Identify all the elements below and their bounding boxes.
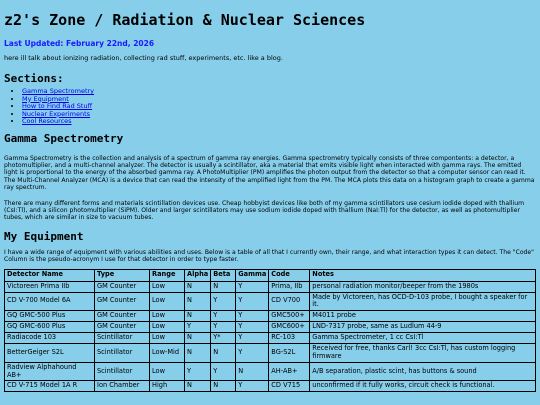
cell-code: Prima, IIb	[269, 281, 310, 292]
col-gamma: Gamma	[236, 269, 269, 281]
cell-notes: Received for free, thanks Carl! 3cc CsI:Tl, has custom logging firmware	[310, 344, 536, 363]
cell-alpha: N	[185, 281, 211, 292]
cell-notes: A/B separation, plastic scint, has buttons & sound	[310, 362, 536, 381]
col-range: Range	[150, 269, 185, 281]
cell-name: Radiacode 103	[5, 333, 95, 344]
col-detector-name: Detector Name	[5, 269, 95, 281]
cell-range: Low	[150, 281, 185, 292]
cell-name: Radview Alphahound AB+	[5, 362, 95, 381]
section-link-gamma[interactable]: Gamma Spectrometry	[22, 87, 95, 95]
table-row	[5, 362, 536, 381]
cell-notes: Made by Victoreen, has OCD-D-103 probe, I bought a speaker for it.	[310, 292, 536, 311]
cell-range: High	[150, 381, 185, 392]
cell-code: GMC500+	[269, 311, 310, 322]
cell-gamma: Y	[236, 292, 269, 311]
cell-gamma: Y	[236, 311, 269, 322]
section-link-experiments[interactable]: Nuclear Experiments	[22, 109, 91, 118]
section-link-find[interactable]: How to Find Rad Stuff	[22, 102, 93, 110]
cell-type: Ion Chamber	[95, 381, 150, 392]
cell-range: Low	[150, 292, 185, 311]
equipment-paragraph: I have a wide range of equipment with various abilities and uses. Below is a table of all that I currently own, their range, and what interaction types it can detect. The "Code" Column is the pseudo-acronym I use for that detector in order to type faster.	[4, 248, 534, 264]
table-row	[5, 311, 536, 322]
cell-alpha: N	[185, 311, 211, 322]
cell-notes: personal radiation monitor/beeper from the 1980s	[310, 281, 536, 292]
table-row	[5, 292, 536, 311]
cell-type: Scintillator	[95, 333, 150, 344]
gamma-paragraph-1: Gamma Spectrometry is the collection and analysis of a spectrum of gamma ray energies. Gamma spectrometry typically consists of three compontents: a detector, a photomultiplier, and a multi-channel analyzer. The detector is usually a scintillator, aka a material that emits visible light when interacted with gamma rays. The emitted light is proportional to the energy of the absorbed gamma ray. A PhotoMultiplier (PM) amplifies the photon output from the detector so that a computer sensor can read it. The Multi-Channel Analyzer (MCA) is a device that can read the intensity of the amplified light from the PM. The MCA plots this data on a histogram graph to create a gamma ray spectrum.	[4, 154, 535, 192]
cell-beta: N	[211, 381, 236, 392]
gamma-paragraph-2: There are many different forms and materials scintillation devices use. Cheap hobbyist devices like both of my gamma scintillators use cesium iodide doped with thallium (CsI:Tl), and a silicon photomultiplier (SiPM). Older and larger scintillators may use sodium iodide doped with thallium (NaI:Tl) for the detector, as well as photomultiplier tubes, which are similar in size to vacuum tubes.	[4, 199, 525, 222]
section-item	[22, 88, 536, 96]
cell-notes: Gamma Spectrometer, 1 cc CsI:Tl	[310, 333, 536, 344]
cell-name: GQ GMC-600 Plus	[5, 322, 95, 333]
cell-code: RC-103	[269, 333, 310, 344]
sections-heading: Sections:	[4, 72, 64, 85]
cell-gamma: Y	[236, 381, 269, 392]
cell-gamma: Y	[236, 344, 269, 363]
gamma-heading: Gamma Spectrometry	[4, 131, 124, 145]
cell-beta: Y	[211, 362, 236, 381]
page-title: z2's Zone / Radiation & Nuclear Sciences	[4, 11, 366, 29]
cell-name: BetterGeiger S2L	[5, 344, 95, 363]
cell-alpha: Y	[185, 322, 211, 333]
cell-beta: Y*	[211, 333, 236, 344]
cell-beta: N	[211, 344, 236, 363]
cell-type: Scintillator	[95, 344, 150, 363]
cell-notes: M4011 probe	[310, 311, 536, 322]
table-row	[5, 381, 536, 392]
cell-gamma: Y	[236, 322, 269, 333]
cell-gamma: Y	[236, 281, 269, 292]
cell-beta: Y	[211, 311, 236, 322]
cell-code: GMC600+	[269, 322, 310, 333]
cell-range: Low	[150, 311, 185, 322]
cell-type: GM Counter	[95, 292, 150, 311]
sections-list	[4, 88, 536, 126]
last-updated: Last Updated: February 22nd, 2026	[4, 39, 155, 48]
cell-code: CD V715	[269, 381, 310, 392]
cell-name: GQ GMC-500 Plus	[5, 311, 95, 322]
intro-text: here ill talk about ionizing radiation, collecting rad stuff, experiments, etc. like a blog.	[4, 54, 283, 62]
cell-alpha: N	[185, 292, 211, 311]
cell-alpha: Y	[185, 362, 211, 381]
col-code: Code	[269, 269, 310, 281]
cell-range: Low	[150, 322, 185, 333]
cell-name: CD V-700 Model 6A	[5, 292, 95, 311]
cell-beta: Y	[211, 292, 236, 311]
cell-type: Scintillator	[95, 362, 150, 381]
section-item	[22, 118, 536, 126]
cell-gamma: Y	[236, 333, 269, 344]
cell-code: BG-S2L	[269, 344, 310, 363]
equipment-heading: My Equipment	[4, 229, 84, 243]
cell-code: CD V700	[269, 292, 310, 311]
cell-alpha: N	[185, 381, 211, 392]
cell-type: GM Counter	[95, 322, 150, 333]
cell-range: Low	[150, 333, 185, 344]
cell-type: GM Counter	[95, 311, 150, 322]
cell-name: CD V-715 Model 1A R	[5, 381, 95, 392]
cell-beta: N	[211, 281, 236, 292]
col-beta: Beta	[211, 269, 236, 281]
cell-notes: unconfirmed if it fully works, circuit check is functional.	[310, 381, 536, 392]
col-alpha: Alpha	[185, 269, 211, 281]
cell-name: Victoreen Prima IIb	[5, 281, 95, 292]
cell-range: Low-Mid	[150, 344, 185, 363]
col-notes: Notes	[310, 269, 536, 281]
cell-gamma: N	[236, 362, 269, 381]
section-item	[22, 96, 536, 104]
cell-type: GM Counter	[95, 281, 150, 292]
section-link-equipment[interactable]: My Equipment	[22, 94, 69, 103]
cell-alpha: N	[185, 344, 211, 363]
cell-code: AH-AB+	[269, 362, 310, 381]
table-row	[5, 322, 536, 333]
col-type: Type	[95, 269, 150, 281]
cell-notes: LND-7317 probe, same as Ludlum 44-9	[310, 322, 536, 333]
section-link-resources[interactable]: Cool Resources	[22, 117, 72, 125]
table-row	[5, 281, 536, 292]
cell-beta: Y	[211, 322, 236, 333]
section-item	[22, 111, 536, 119]
table-row	[5, 344, 536, 363]
section-item	[22, 103, 536, 111]
cell-range: Low	[150, 362, 185, 381]
table-row	[5, 333, 536, 344]
table-header-row	[5, 269, 536, 281]
cell-alpha: N	[185, 333, 211, 344]
equipment-table	[4, 269, 536, 393]
